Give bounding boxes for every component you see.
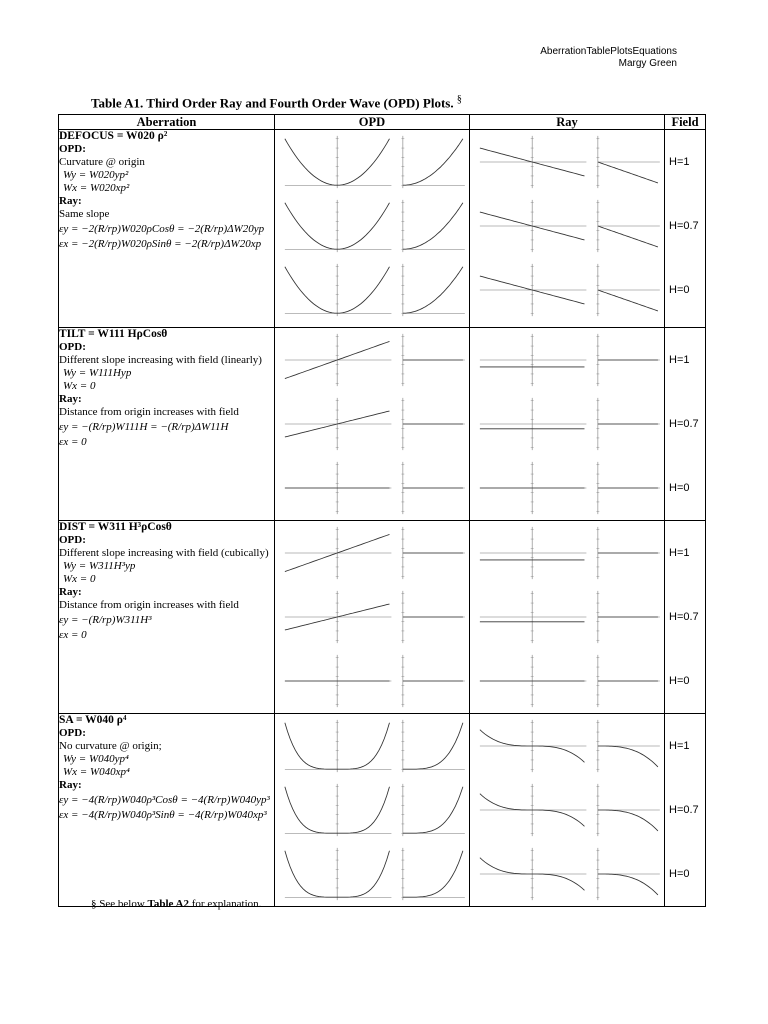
ray-label: Ray: xyxy=(59,393,82,405)
row-head: DIST = W311 H³ρCosθ xyxy=(59,521,172,533)
plot-y-axis-fan xyxy=(476,458,590,518)
plot-y-axis-fan xyxy=(476,780,590,840)
field-h1: H=1 xyxy=(669,740,690,752)
plot-x-axis-fan xyxy=(594,458,664,518)
plot-y-axis-fan xyxy=(476,132,590,192)
plot-y-axis-fan xyxy=(476,394,590,454)
opd-eq-y: Wy = W040yp⁴ xyxy=(63,753,129,765)
field-h07: H=0.7 xyxy=(669,804,699,816)
plot-x-axis-fan xyxy=(399,844,469,904)
plot-x-axis-fan xyxy=(399,587,469,647)
plot-x-axis-fan xyxy=(399,330,469,390)
plot-x-axis-fan xyxy=(399,716,469,776)
field-h0: H=0 xyxy=(669,284,690,296)
ray-eq-y: εy = −2(R/rp)W020ρCosθ = −2(R/rp)ΔW20yp xyxy=(59,223,265,235)
plot-y-axis-fan xyxy=(281,780,395,840)
footnote-prefix: § See below xyxy=(91,898,145,910)
plot-y-axis-fan xyxy=(281,132,395,192)
ray-eq-y: εy = −4(R/rp)W040ρ³Cosθ = −4(R/rp)W040yp³ xyxy=(59,794,270,806)
field-cell xyxy=(665,130,706,328)
header-filename: AberrationTablePlotsEquations xyxy=(540,46,677,57)
opd-plots xyxy=(275,521,470,714)
plot-row xyxy=(275,521,469,585)
plot-row xyxy=(275,842,469,906)
plot-x-axis-fan xyxy=(399,651,469,711)
plot-row xyxy=(275,649,469,713)
desc-cell xyxy=(59,130,275,328)
plot-y-axis-fan xyxy=(281,458,395,518)
ray-eq-x: εx = 0 xyxy=(59,436,87,448)
plot-row xyxy=(275,714,469,778)
desc-cell xyxy=(59,328,275,521)
plot-row xyxy=(470,842,664,906)
plot-x-axis-fan xyxy=(399,260,469,320)
ray-text: Same slope xyxy=(59,208,110,220)
plot-y-axis-fan xyxy=(281,394,395,454)
row-head: SA = W040 ρ⁴ xyxy=(59,714,127,726)
ray-plots xyxy=(470,328,665,521)
plot-y-axis-fan xyxy=(281,523,395,583)
plot-y-axis-fan xyxy=(476,587,590,647)
plot-row xyxy=(275,194,469,258)
plot-row xyxy=(470,714,664,778)
plot-row xyxy=(275,456,469,520)
opd-eq-x: Wx = 0 xyxy=(63,573,96,585)
plot-x-axis-fan xyxy=(594,844,664,904)
opd-text: No curvature @ origin; xyxy=(59,740,162,752)
desc-cell xyxy=(59,714,275,907)
plot-x-axis-fan xyxy=(594,587,664,647)
table-header-row xyxy=(59,115,706,130)
table-title xyxy=(91,94,462,111)
plot-y-axis-fan xyxy=(281,260,395,320)
plot-x-axis-fan xyxy=(399,523,469,583)
plot-x-axis-fan xyxy=(399,132,469,192)
opd-plots xyxy=(275,328,470,521)
plot-x-axis-fan xyxy=(594,780,664,840)
ray-eq-x: εx = 0 xyxy=(59,629,87,641)
field-cell xyxy=(665,714,706,907)
plot-row xyxy=(470,456,664,520)
plot-x-axis-fan xyxy=(594,716,664,776)
ray-plots xyxy=(470,521,665,714)
plot-y-axis-fan xyxy=(476,651,590,711)
opd-text: Different slope increasing with field (cubically) xyxy=(59,547,269,559)
field-h0: H=0 xyxy=(669,675,690,687)
opd-text: Curvature @ origin xyxy=(59,156,145,168)
plot-y-axis-fan xyxy=(476,523,590,583)
field-h0: H=0 xyxy=(669,868,690,880)
opd-label: OPD: xyxy=(59,143,86,155)
ray-eq-y: εy = −(R/rp)W111H = −(R/rp)ΔW11H xyxy=(59,421,229,433)
row-dist xyxy=(59,521,706,714)
aberration-table xyxy=(58,114,706,907)
field-cell xyxy=(665,328,706,521)
ray-text: Distance from origin increases with field xyxy=(59,406,239,418)
table-title-text: Table A1. Third Order Ray and Fourth Order Wave (OPD) Plots. xyxy=(91,95,454,111)
field-h1: H=1 xyxy=(669,156,690,168)
field-h07: H=0.7 xyxy=(669,220,699,232)
plot-y-axis-fan xyxy=(281,716,395,776)
plot-row xyxy=(470,328,664,392)
plot-row xyxy=(470,778,664,842)
field-h07: H=0.7 xyxy=(669,418,699,430)
field-cell xyxy=(665,521,706,714)
plot-row xyxy=(470,194,664,258)
col-field: Field xyxy=(665,115,706,130)
row-head: TILT = W111 HρCosθ xyxy=(59,328,168,340)
field-h1: H=1 xyxy=(669,354,690,366)
plot-y-axis-fan xyxy=(281,587,395,647)
opd-label: OPD: xyxy=(59,341,86,353)
plot-y-axis-fan xyxy=(476,260,590,320)
opd-eq-y: Wy = W111Hyp xyxy=(63,367,132,379)
ray-plots xyxy=(470,130,665,328)
plot-y-axis-fan xyxy=(476,330,590,390)
row-tilt xyxy=(59,328,706,521)
col-opd: OPD xyxy=(275,115,470,130)
opd-eq-x: Wx = 0 xyxy=(63,380,96,392)
plot-x-axis-fan xyxy=(399,196,469,256)
plot-row xyxy=(470,521,664,585)
section-mark: § xyxy=(456,94,462,105)
opd-eq-x: Wx = W020xp² xyxy=(63,182,130,194)
plot-x-axis-fan xyxy=(594,330,664,390)
footnote-suffix: for explanation. xyxy=(191,898,262,910)
plot-row xyxy=(275,585,469,649)
plot-row xyxy=(275,778,469,842)
plot-row xyxy=(470,585,664,649)
plot-y-axis-fan xyxy=(476,716,590,776)
plot-y-axis-fan xyxy=(281,330,395,390)
ray-plots xyxy=(470,714,665,907)
opd-plots xyxy=(275,130,470,328)
opd-eq-x: Wx = W040xp⁴ xyxy=(63,766,130,778)
plot-x-axis-fan xyxy=(594,132,664,192)
col-ray: Ray xyxy=(470,115,665,130)
page-header xyxy=(540,46,677,70)
plot-x-axis-fan xyxy=(594,196,664,256)
plot-row xyxy=(275,258,469,322)
opd-plots xyxy=(275,714,470,907)
plot-y-axis-fan xyxy=(476,844,590,904)
row-head: DEFOCUS = W020 ρ² xyxy=(59,130,168,142)
ray-eq-x: εx = −4(R/rp)W040ρ³Sinθ = −4(R/rp)W040xp³ xyxy=(59,809,267,821)
opd-label: OPD: xyxy=(59,727,86,739)
field-h07: H=0.7 xyxy=(669,611,699,623)
opd-eq-y: Wy = W020yp² xyxy=(63,169,129,181)
desc-cell xyxy=(59,521,275,714)
ray-label: Ray: xyxy=(59,779,82,791)
plot-y-axis-fan xyxy=(281,651,395,711)
plot-x-axis-fan xyxy=(594,651,664,711)
opd-eq-y: Wy = W311H³yp xyxy=(63,560,136,572)
field-h0: H=0 xyxy=(669,482,690,494)
header-author: Margy Green xyxy=(618,58,677,69)
opd-label: OPD: xyxy=(59,534,86,546)
ray-label: Ray: xyxy=(59,586,82,598)
plot-row xyxy=(470,392,664,456)
plot-row xyxy=(275,130,469,194)
plot-x-axis-fan xyxy=(594,394,664,454)
field-h1: H=1 xyxy=(669,547,690,559)
plot-y-axis-fan xyxy=(476,196,590,256)
footnote-ref: Table A2 xyxy=(147,898,189,910)
ray-text: Distance from origin increases with field xyxy=(59,599,239,611)
plot-row xyxy=(470,130,664,194)
ray-eq-y: εy = −(R/rp)W311H³ xyxy=(59,614,152,626)
row-sa xyxy=(59,714,706,907)
plot-x-axis-fan xyxy=(399,394,469,454)
footnote xyxy=(91,898,261,910)
plot-x-axis-fan xyxy=(594,260,664,320)
ray-eq-x: εx = −2(R/rp)W020ρSinθ = −2(R/rp)ΔW20xp xyxy=(59,238,262,250)
plot-row xyxy=(470,649,664,713)
plot-x-axis-fan xyxy=(594,523,664,583)
ray-label: Ray: xyxy=(59,195,82,207)
plot-row xyxy=(275,328,469,392)
plot-y-axis-fan xyxy=(281,844,395,904)
plot-y-axis-fan xyxy=(281,196,395,256)
plot-x-axis-fan xyxy=(399,458,469,518)
opd-text: Different slope increasing with field (linearly) xyxy=(59,354,262,366)
row-defocus xyxy=(59,130,706,328)
plot-x-axis-fan xyxy=(399,780,469,840)
col-aberration: Aberration xyxy=(59,115,275,130)
plot-row xyxy=(275,392,469,456)
plot-row xyxy=(470,258,664,322)
